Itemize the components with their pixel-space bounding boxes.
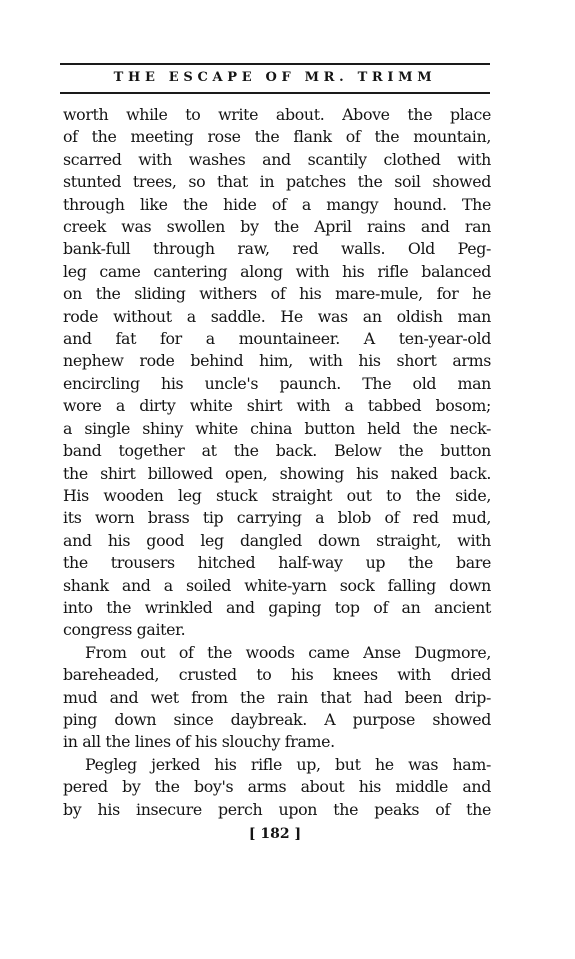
paragraph <box>63 104 491 642</box>
text-line: mud and wet from the rain that had been drip- <box>63 687 491 707</box>
paragraph <box>63 642 491 754</box>
text-line: bank-full through raw, red walls. Old Peg- <box>63 239 491 259</box>
text-line: shank and a soiled white-yarn sock falling down <box>63 575 491 595</box>
text-line: His wooden leg stuck straight out to the side, <box>63 485 491 505</box>
text-line: scarred with washes and scantily clothed with <box>63 149 491 169</box>
text-line: of the meeting rose the flank of the mountain, <box>63 127 491 147</box>
text-line: worth while to write about. Above the place <box>63 105 491 124</box>
text-line: nephew rode behind him, with his short arms <box>63 351 491 371</box>
text-line: congress gaiter. <box>63 620 186 640</box>
page-number: [ 182 ] <box>248 826 302 842</box>
text-line: and his good leg dangled down straight, with <box>63 530 491 550</box>
text-line: stunted trees, so that in patches the soil showed <box>63 172 491 192</box>
text-line: in all the lines of his slouchy frame. <box>63 732 335 752</box>
body-text <box>63 104 491 821</box>
paragraph <box>63 754 491 821</box>
text-line: and fat for a mountaineer. A ten-year-old <box>63 329 491 349</box>
text-line: rode without a saddle. He was an oldish man <box>63 306 491 326</box>
text-line: into the wrinkled and gaping top of an ancient <box>63 597 491 617</box>
text-line: band together at the back. Below the button <box>63 441 491 461</box>
text-line: the shirt billowed open, showing his naked back. <box>63 463 491 483</box>
text-line: a single shiny white china button held the neck- <box>63 418 491 438</box>
text-line: creek was swollen by the April rains and ran <box>63 217 491 237</box>
text-line: wore a dirty white shirt with a tabbed bosom; <box>63 396 491 416</box>
text-line: its worn brass tip carrying a blob of red mud, <box>63 508 491 528</box>
text-line: ping down since daybreak. A purpose showed <box>63 709 491 729</box>
header-rule-bottom <box>60 92 490 94</box>
text-line: leg came cantering along with his rifle balanced <box>63 261 491 281</box>
running-head: THE ESCAPE OF MR. TRIMM <box>113 70 437 85</box>
text-line: on the sliding withers of his mare-mule, for he <box>63 284 491 304</box>
text-line: the trousers hitched half-way up the bare <box>63 553 491 573</box>
text-line: bareheaded, crusted to his knees with dried <box>63 665 491 685</box>
text-line: Pegleg jerked his rifle up, but he was ham- <box>85 754 491 774</box>
text-line: by his insecure perch upon the peaks of the <box>63 799 491 819</box>
text-line: pered by the boy's arms about his middle and <box>63 777 491 797</box>
text-line: From out of the woods came Anse Dugmore, <box>85 642 491 662</box>
text-line: encircling his uncle's paunch. The old man <box>63 373 491 393</box>
header-rule-top <box>60 63 490 65</box>
text-line: through like the hide of a mangy hound. The <box>63 194 491 214</box>
